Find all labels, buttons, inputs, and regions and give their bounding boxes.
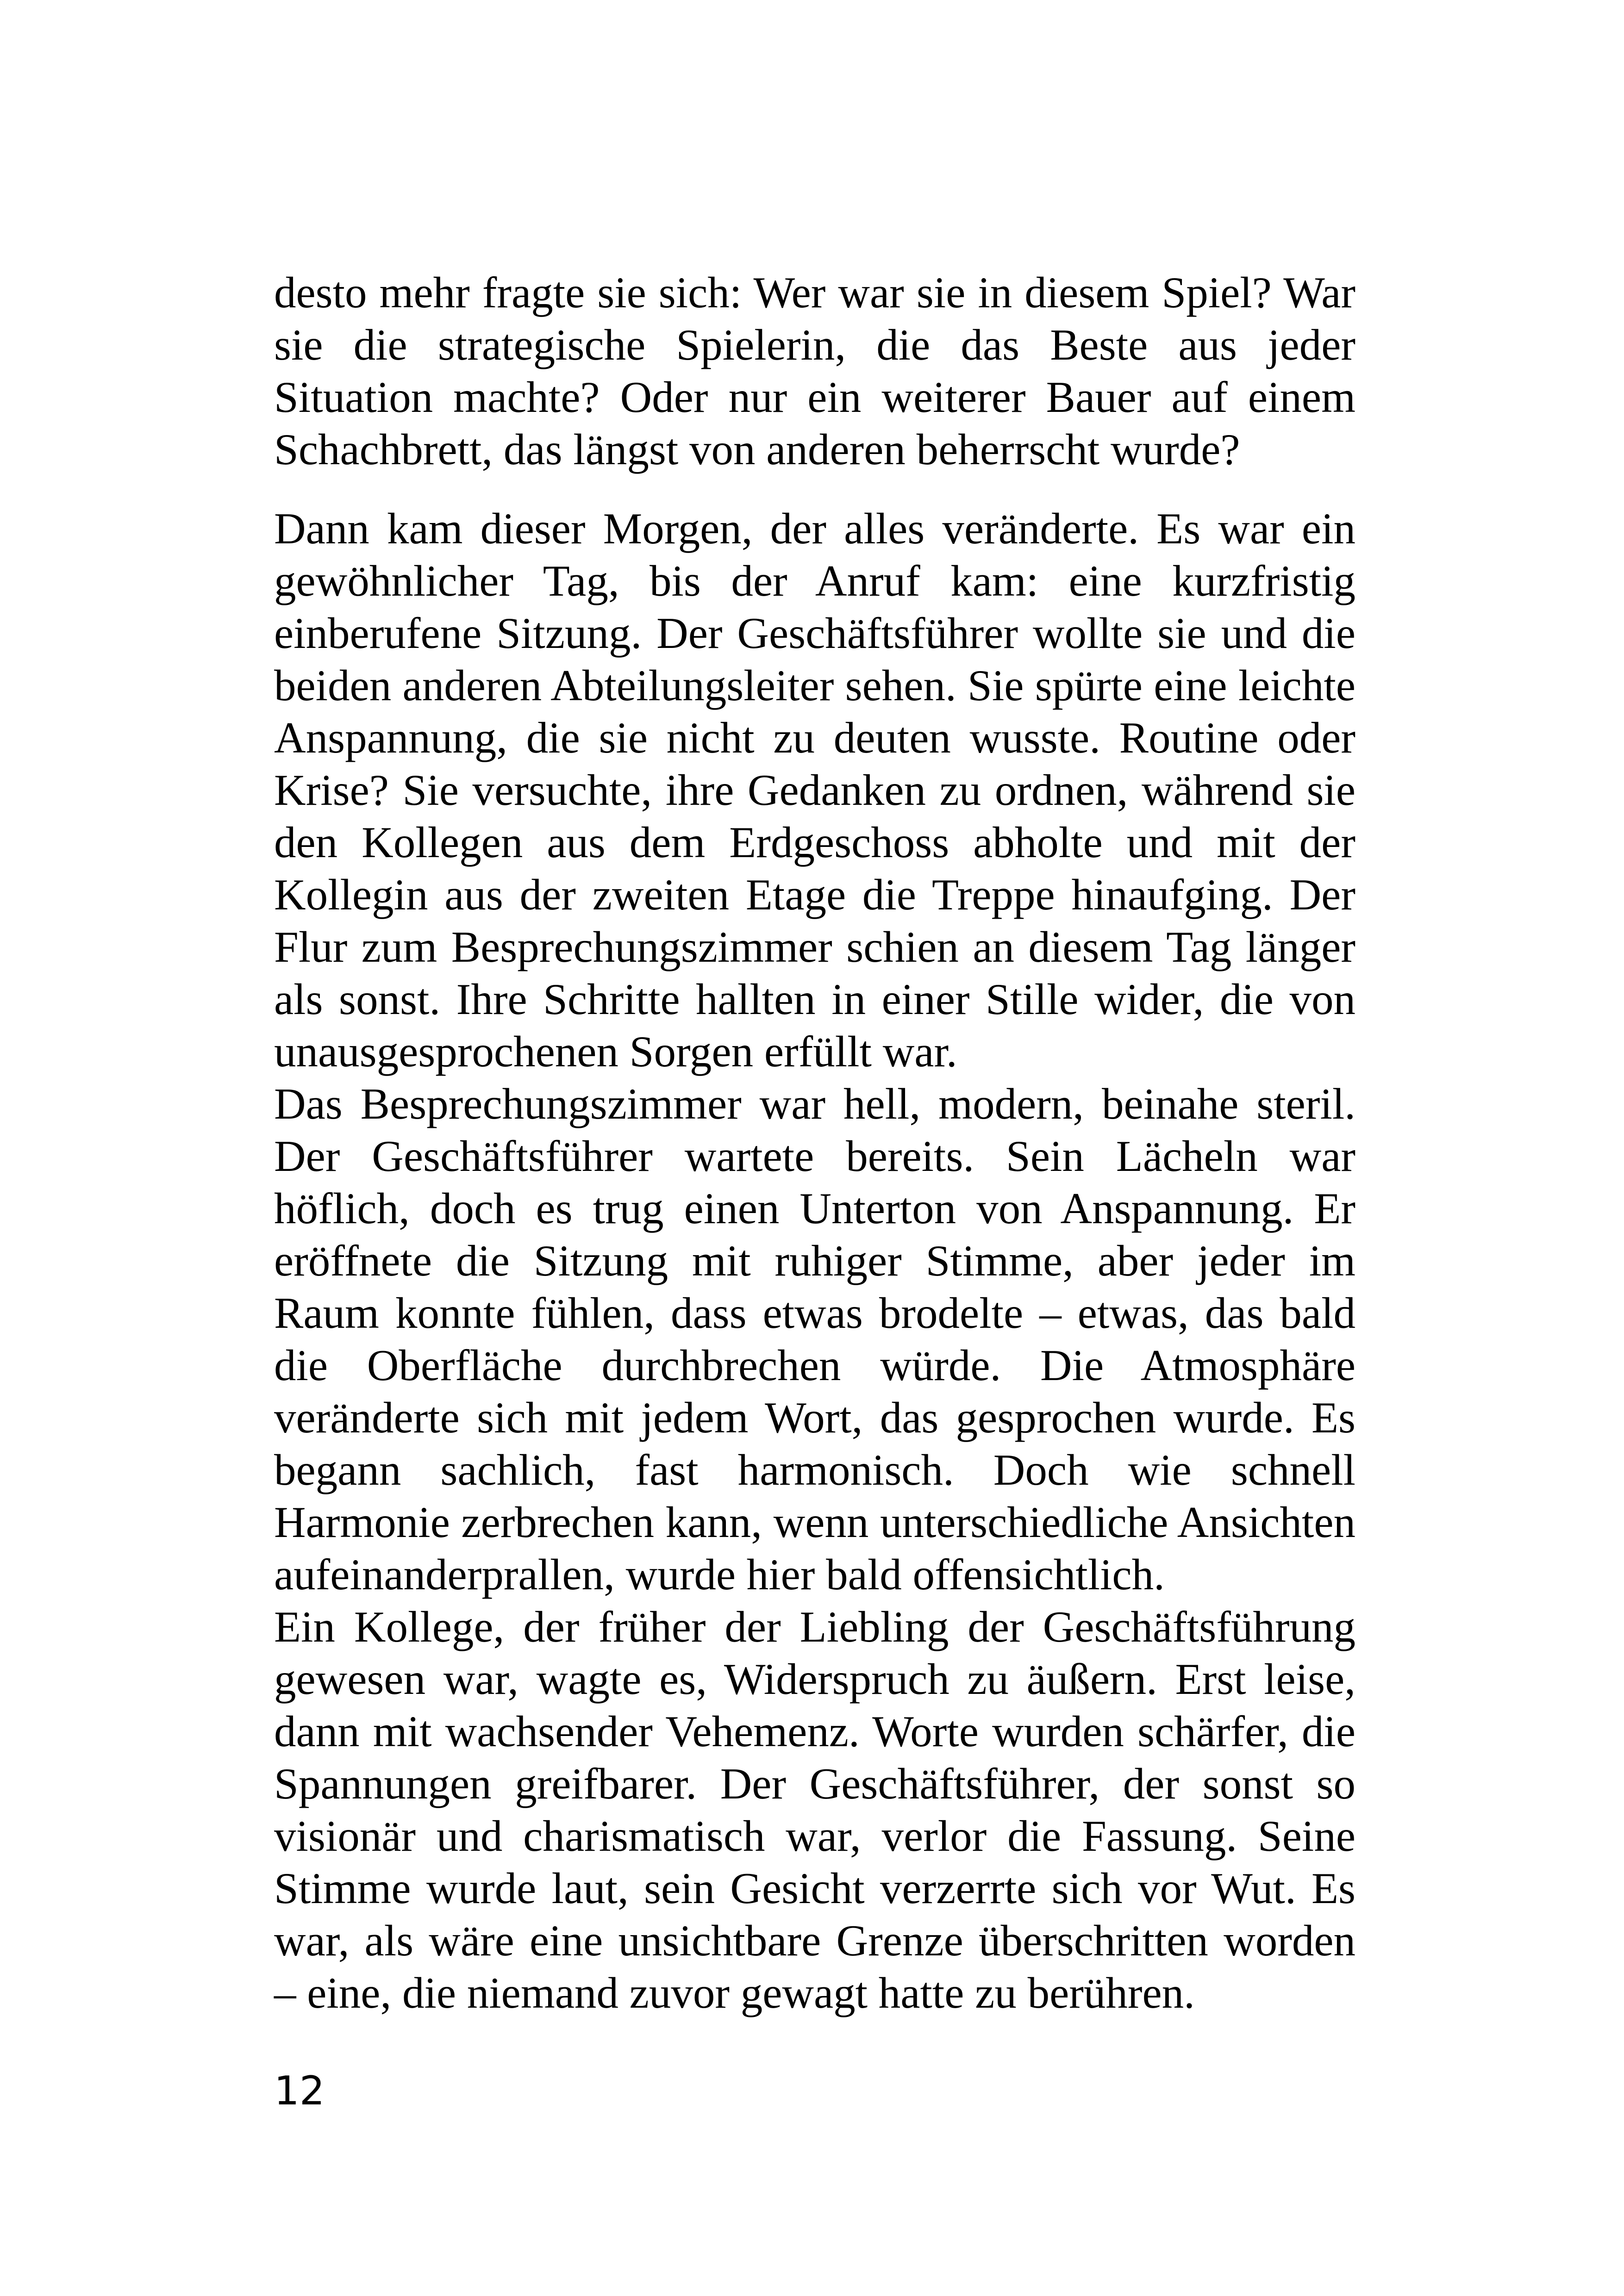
body-text	[274, 267, 1355, 2019]
page-number: 12	[274, 2068, 325, 2114]
paragraph-4: Ein Kollege, der früher der Liebling der Geschäftsführung gewesen war, wagte es, Widerspruch zu äußern. Erst leise, dann mit wachsender Vehemenz. Worte wurden schärfer, die Spannungen greifbarer. Der Geschäftsführer, der sonst so visionär und charismatisch war, verlor die Fassung. Seine Stimme wurde laut, sein Gesicht verzerrte sich vor Wut. Es war, als wäre eine unsichtbare Grenze überschritten worden – eine, die niemand zuvor gewagt hatte zu berühren.	[274, 1602, 1355, 2017]
paragraph-2: Dann kam dieser Morgen, der alles veränderte. Es war ein gewöhnlicher Tag, bis der Anruf kam: eine kurzfristig einberufene Sitzung. Der Geschäftsführer wollte sie und die beiden anderen Abteilungsleiter sehen. Sie spürte eine leichte Anspannung, die sie nicht zu deuten wusste. Routine oder Krise? Sie versuchte, ihre Gedanken zu ordnen, während sie den Kollegen aus dem Erdgeschoss abholte und mit der Kollegin aus der zweiten Etage die Treppe hinaufging. Der Flur zum Besprechungszimmer schien an diesem Tag länger als sonst. Ihre Schritte hallten in einer Stille wider, die von unausgesprochenen Sorgen erfüllt war.	[274, 504, 1355, 1076]
paragraph-1: desto mehr fragte sie sich: Wer war sie in diesem Spiel? War sie die strategische Spielerin, die das Beste aus jeder Situation machte? Oder nur ein weiterer Bauer auf einem Schachbrett, das längst von anderen beherrscht wurde?	[274, 268, 1355, 474]
paragraph-3: Das Besprechungszimmer war hell, modern, beinahe steril. Der Geschäftsführer wartete bereits. Sein Lächeln war höflich, doch es trug einen Unterton von Anspannung. Er eröffnete die Sitzung mit ruhiger Stimme, aber jeder im Raum konnte fühlen, dass etwas brodelte – etwas, das bald die Oberfläche durchbrechen würde. Die Atmosphäre veränderte sich mit jedem Wort, das gesprochen wurde. Es begann sachlich, fast harmonisch. Doch wie schnell Harmonie zerbrechen kann, wenn unterschiedliche Ansichten aufeinanderprallen, wurde hier bald offensichtlich.	[274, 1079, 1355, 1599]
